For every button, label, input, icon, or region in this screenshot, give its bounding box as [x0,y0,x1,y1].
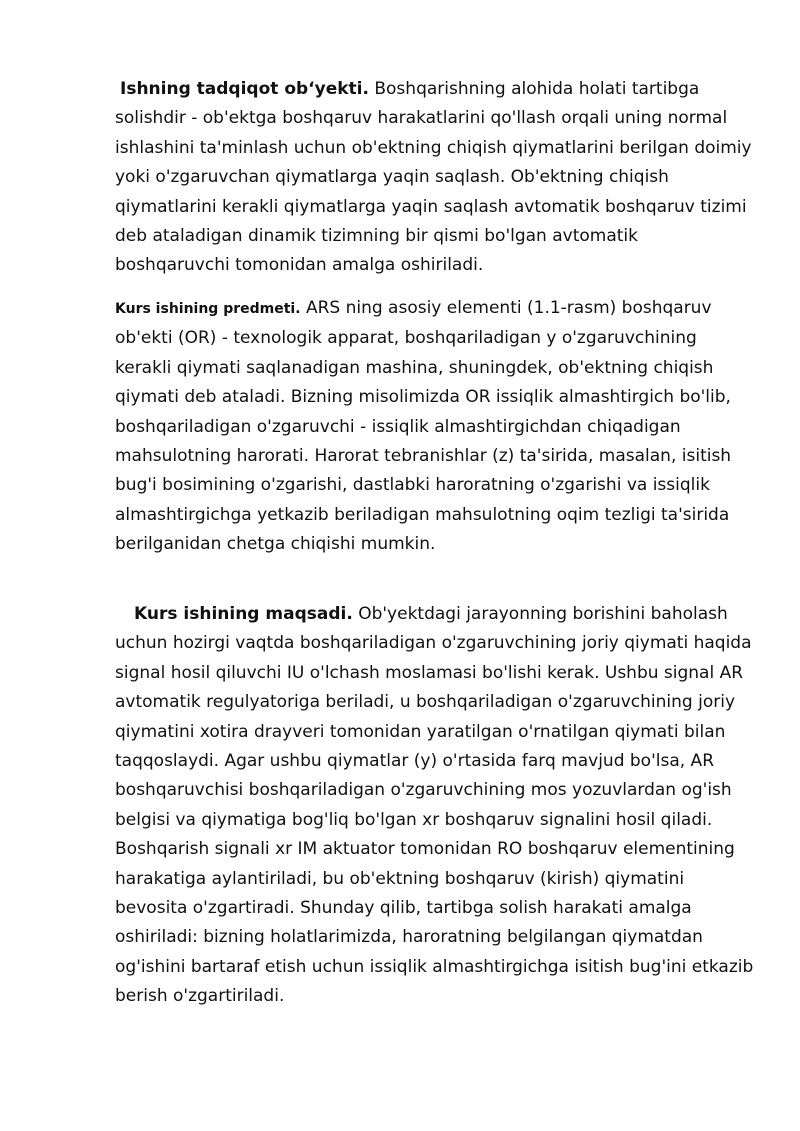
heading-course-subject: Kurs ishining predmeti. [115,301,301,317]
paragraph-body: Ob'yektdagi jarayonning borishini baholash uchun hozirgi vaqtda boshqariladigan o'zgaruvchining joriy qiymati haqida signal hosil qiluvchi IU o'lchash moslamasi bo'lishi kerak. Ushbu signal AR avtomatik regulyatoriga beriladi, u boshqariladigan o'zgaruvchining joriy qiymatini xotira drayveri tomonidan yaratilgan o'rnatilgan qiymati bilan taqqoslaydi. Agar ushbu qiymatlar (y) o'rtasida farq mavjud bo'lsa, AR boshqaruvchisi boshqariladigan o'zgaruvchining mos yozuvlardan og'ish belgisi va qiymatiga bog'liq bo'lgan xr boshqaruv signalini hosil qiladi. Boshqarish signali xr IM aktuator tomonidan RO boshqaruv elementining harakatiga aylantiriladi, bu ob'ektning boshqaruv (kirish) qiymatini bevosita o'zgartiradi. Shunday qilib, tartibga solish harakati amalga oshiriladi: bizning holatlarimizda, haroratning belgilangan qiymatdan og'ishini bartaraf etish uchun issiqlik almashtirgichga isitish bug'ini etkazib berish o'zgartiriladi. [115,604,754,1007]
paragraph-body: Boshqarishning alohida holati tartibga solishdir - ob'ektga boshqaruv harakatlarini qo'llash orqali uning normal ishlashini ta'minlash uchun ob'ektning chiqish qiymatlarini berilgan doimiy yoki o'zgaruvchan qiymatlarga yaqin saqlash. Ob'ektning chiqish qiymatlarini kerakli qiymatlarga yaqin saqlash avtomatik boshqaruv tizimi deb ataladigan dinamik tizimning bir qismi bo'lgan avtomatik boshqaruvchi tomonidan amalga oshiriladi. [115,79,752,276]
paragraph-heading [115,604,353,624]
paragraph-course-subject [115,294,755,560]
heading-research-object: Ishning tadqiqot ob‘yekti. [120,79,369,99]
paragraph-course-goal [115,600,755,1012]
heading-course-goal: Kurs ishining maqsadi. [134,604,353,624]
paragraph-research-object [115,75,755,281]
paragraph-heading [115,79,369,99]
paragraph-body: ARS ning asosiy elementi (1.1-rasm) boshqaruv ob'ekti (OR) - texnologik apparat, boshqariladigan y o'zgaruvchining kerakli qiymati saqlanadigan mashina, shuningdek, ob'ektning chiqish qiymati deb ataladi. Bizning misolimizda OR issiqlik almashtirgich bo'lib, boshqariladigan o'zgaruvchi - issiqlik almashtirgichdan chiqadigan mahsulotning harorati. Harorat tebranishlar (z) ta'sirida, masalan, isitish bug'i bosimining o'zgarishi, dastlabki haroratning o'zgarishi va issiqlik almashtirgichga yetkazib beriladigan mahsulotning oqim tezligi ta'sirida berilganidan chetga chiqishi mumkin. [115,298,732,555]
